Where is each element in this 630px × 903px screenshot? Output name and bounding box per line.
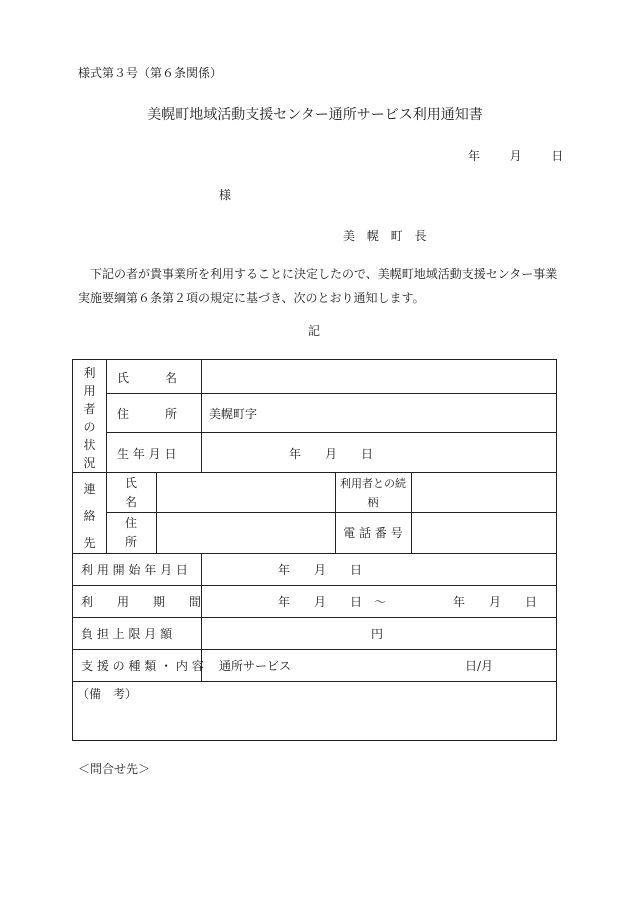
contact-phone-label: 電 話 番 号 (343, 526, 403, 540)
issue-date-month: 月 (509, 149, 522, 163)
address-field[interactable]: 美幌町字 (209, 406, 258, 421)
start-date-label: 利 用 開 始 年 月 日 (81, 562, 188, 577)
contact-name-label: 氏 名 (124, 476, 137, 509)
support-days-field[interactable]: 日/月 (465, 658, 494, 673)
ki-heading: 記 (308, 324, 321, 338)
name-field[interactable] (202, 360, 557, 393)
form-number: 様式第３号（第６条関係） (78, 66, 223, 80)
start-date-field[interactable]: 年 月 日 (278, 562, 363, 577)
issue-date-year: 年 (468, 149, 481, 163)
contact-name-field[interactable] (157, 472, 335, 512)
period-from-field[interactable]: 年 月 日 ～ (278, 594, 387, 609)
support-type-field[interactable]: 通所サービス (219, 658, 292, 673)
addressee-suffix: 様 (219, 188, 232, 202)
name-label: 氏 名 (117, 370, 178, 385)
document-title: 美幌町地域活動支援センター通所サービス利用通知書 (147, 107, 483, 123)
contact-info-label: ＜問合せ先＞ (78, 762, 151, 776)
notice-body: 下記の者が貴事業所を利用することに決定したので、美幌町地域活動支援センター事業実施要綱第６条第２項の規定に基づき、次のとおり通知します。 (78, 267, 558, 305)
period-to-field[interactable]: 年 月 日 (453, 594, 538, 609)
contact-relation-label: 利用者との続 柄 (340, 477, 406, 509)
contact-relation-field[interactable] (412, 472, 557, 512)
user-status-group-label: 利 用 者 の 状 況 (83, 366, 96, 470)
support-type-label: 支 援 の 種 類 ・ 内 容 (81, 658, 204, 673)
birthdate-label: 生 年 月 日 (117, 446, 177, 461)
issue-date (468, 147, 563, 164)
burden-limit-field[interactable]: 円 (371, 626, 384, 641)
contact-group-label: 連 絡 先 (83, 482, 96, 550)
remarks-label: （備 考） (77, 686, 138, 701)
address-label: 住 所 (117, 406, 178, 421)
birthdate-field[interactable]: 年 月 日 (289, 446, 374, 461)
burden-limit-label: 負 担 上 限 月 額 (81, 626, 173, 641)
contact-address-label: 住 所 (124, 516, 137, 549)
notice-form-table (72, 359, 557, 741)
contact-address-field[interactable] (157, 512, 335, 553)
issue-date-day: 日 (551, 149, 564, 163)
remarks-field[interactable] (73, 704, 557, 740)
period-label: 利 用 期 間 (81, 594, 202, 609)
issuer-name: 美 幌 町 長 (343, 229, 431, 243)
contact-phone-field[interactable] (412, 512, 557, 553)
